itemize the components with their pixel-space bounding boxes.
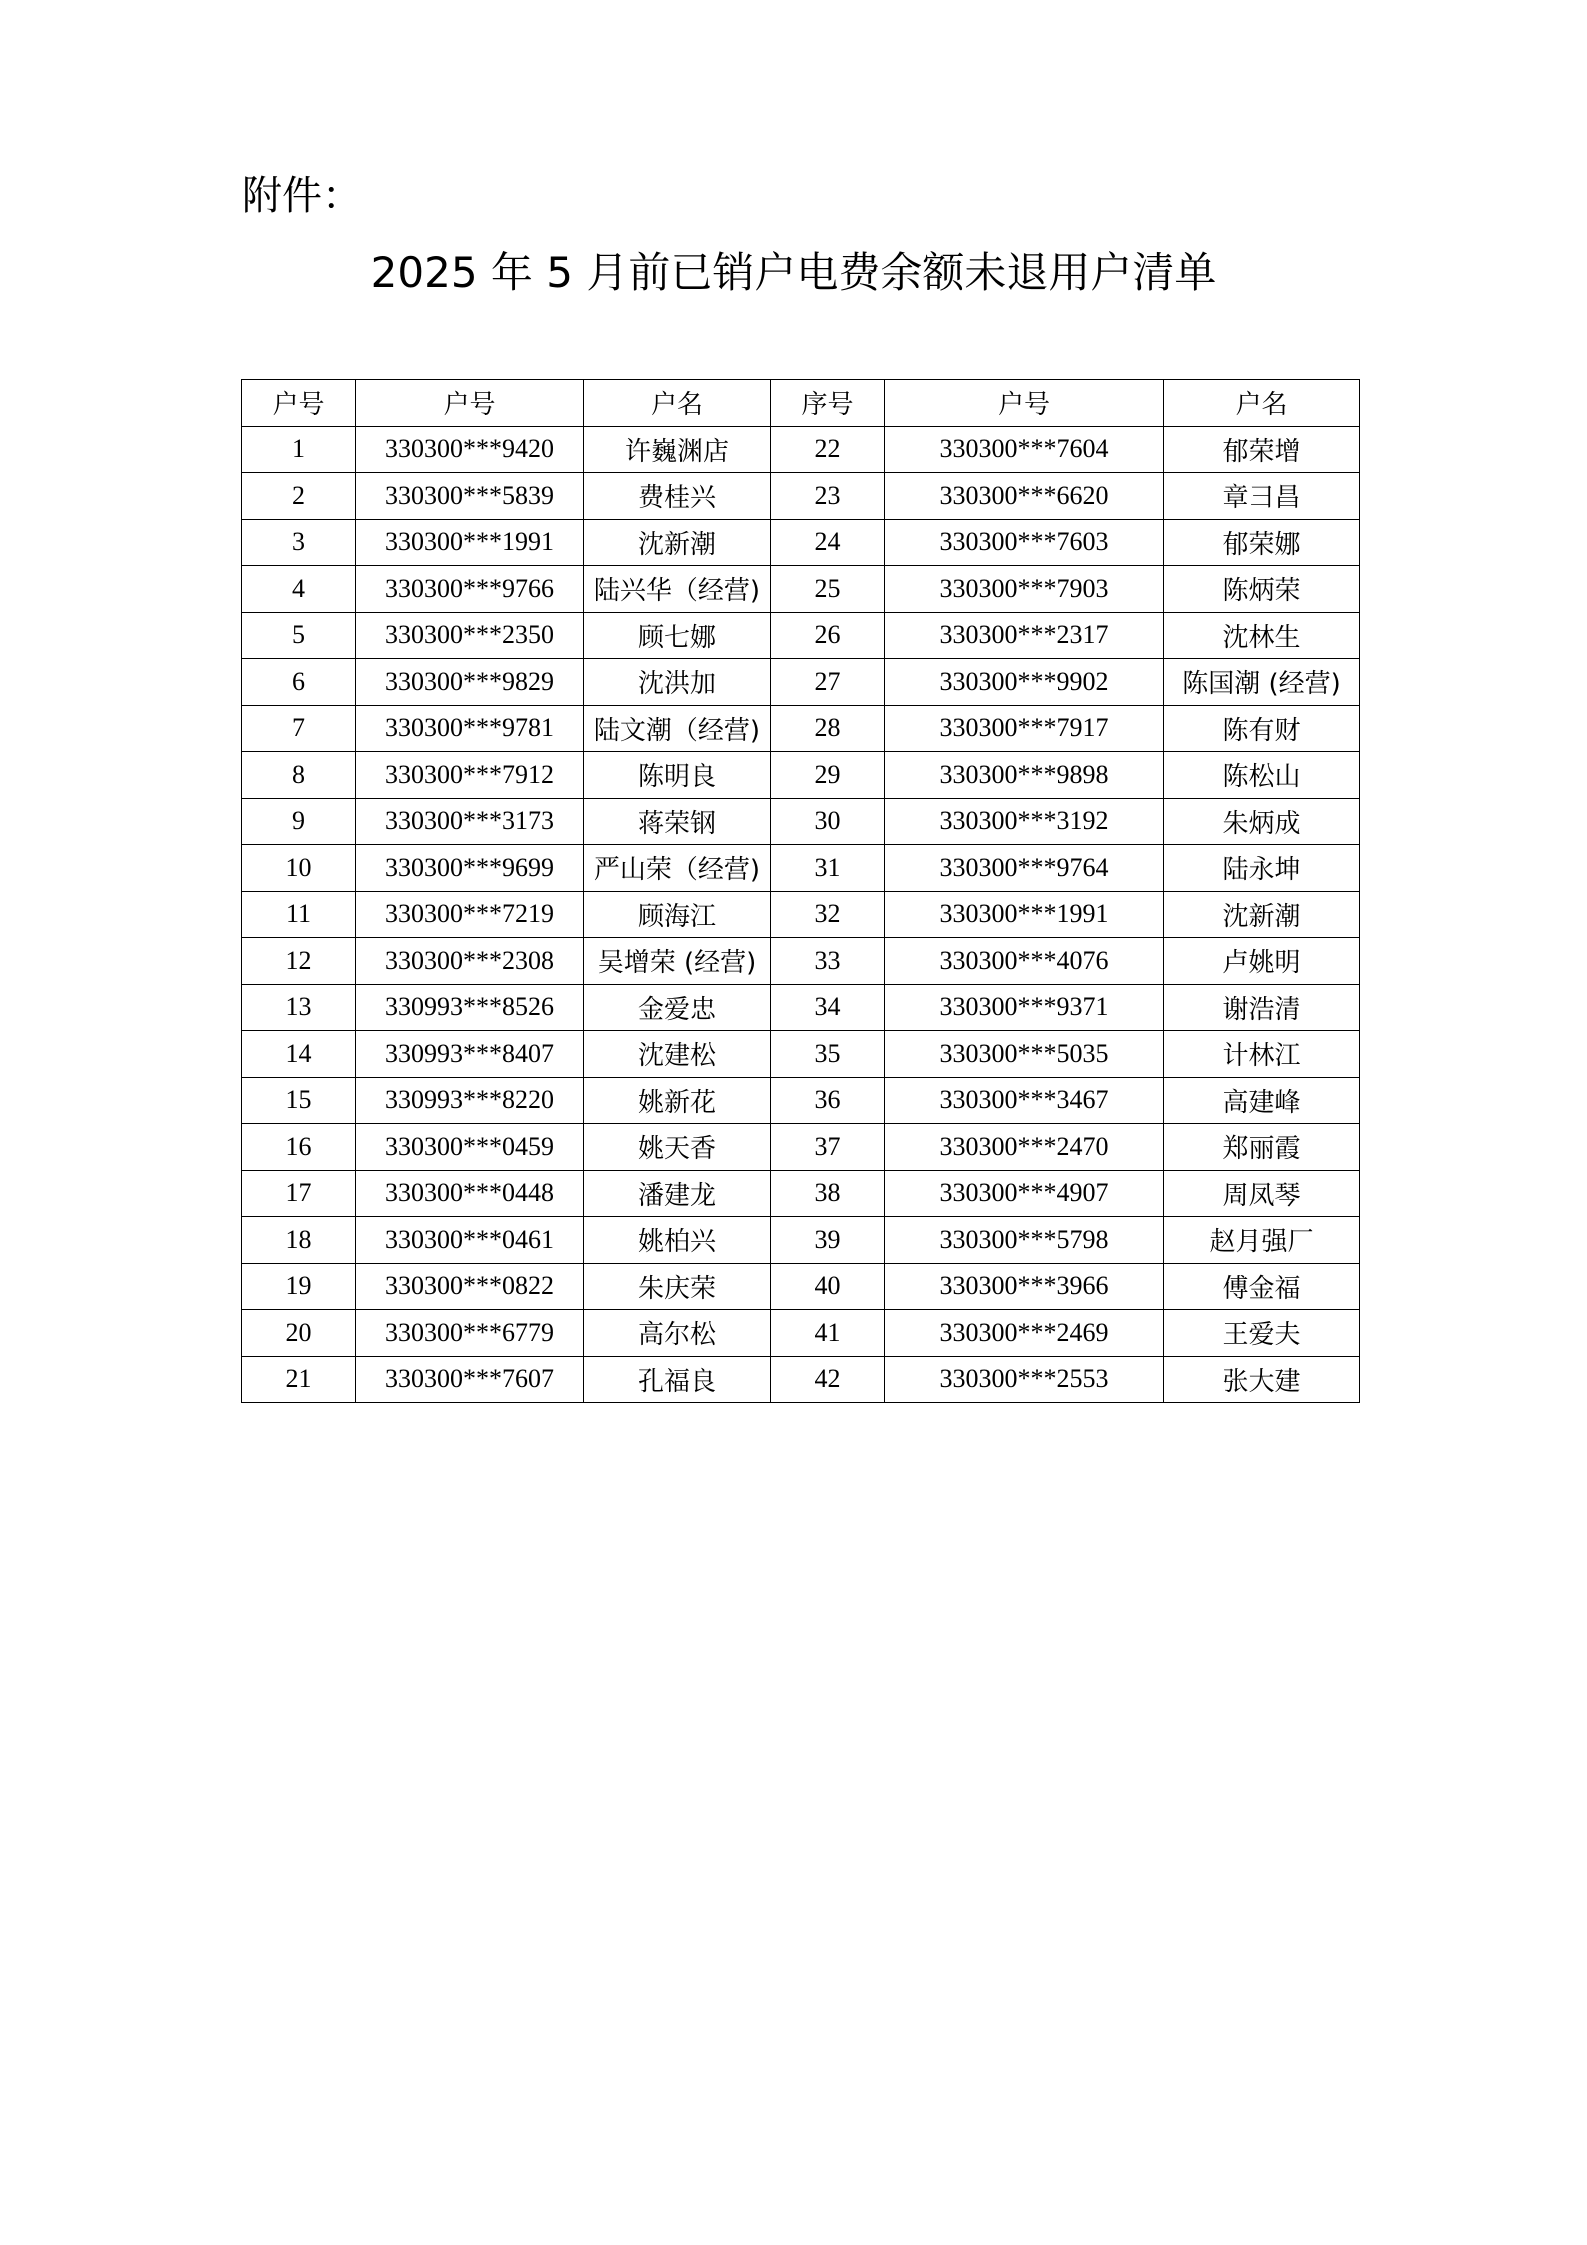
- row-left-account: 330300***3173: [356, 798, 584, 845]
- table-header-row: [242, 380, 1360, 427]
- row-left-account: 330300***0822: [356, 1263, 584, 1310]
- row-right-seq: 40: [771, 1263, 885, 1310]
- row-left-account: 330300***6779: [356, 1310, 584, 1357]
- row-left-seq: 20: [242, 1310, 356, 1357]
- row-right-name: 陈国潮 (经营): [1164, 659, 1360, 706]
- row-right-seq: 39: [771, 1217, 885, 1264]
- row-right-seq: 31: [771, 845, 885, 892]
- row-right-name: 朱炳成: [1164, 798, 1360, 845]
- row-right-account: 330300***7604: [885, 426, 1164, 473]
- row-right-seq: 32: [771, 891, 885, 938]
- row-right-name: 郁荣娜: [1164, 519, 1360, 566]
- table-row: [242, 705, 1360, 752]
- row-left-account: 330993***8220: [356, 1077, 584, 1124]
- table-row: [242, 984, 1360, 1031]
- row-left-seq: 21: [242, 1356, 356, 1403]
- header-left-seq: 户号: [242, 380, 356, 427]
- row-left-account: 330300***9699: [356, 845, 584, 892]
- row-left-seq: 19: [242, 1263, 356, 1310]
- table-row: [242, 752, 1360, 799]
- row-right-account: 330300***9898: [885, 752, 1164, 799]
- row-left-seq: 15: [242, 1077, 356, 1124]
- table-row: [242, 1217, 1360, 1264]
- row-left-account: 330300***2350: [356, 612, 584, 659]
- row-left-name: 姚新花: [584, 1077, 771, 1124]
- row-left-account: 330300***5839: [356, 473, 584, 520]
- user-list-table: [241, 379, 1360, 1403]
- row-right-name: 傅金福: [1164, 1263, 1360, 1310]
- row-left-name: 吴增荣 (经营): [584, 938, 771, 985]
- row-left-account: 330300***2308: [356, 938, 584, 985]
- row-left-seq: 13: [242, 984, 356, 1031]
- row-right-account: 330300***5798: [885, 1217, 1164, 1264]
- row-left-name: 朱庆荣: [584, 1263, 771, 1310]
- row-right-seq: 37: [771, 1124, 885, 1171]
- row-right-name: 陆永坤: [1164, 845, 1360, 892]
- header-left-account: 户号: [356, 380, 584, 427]
- row-right-account: 330300***6620: [885, 473, 1164, 520]
- header-right-account: 户号: [885, 380, 1164, 427]
- row-right-name: 王爱夫: [1164, 1310, 1360, 1357]
- row-left-seq: 8: [242, 752, 356, 799]
- row-left-name: 沈新潮: [584, 519, 771, 566]
- row-left-seq: 14: [242, 1031, 356, 1078]
- header-right-seq: 序号: [771, 380, 885, 427]
- row-right-seq: 22: [771, 426, 885, 473]
- row-right-name: 陈炳荣: [1164, 566, 1360, 613]
- table-row: [242, 1124, 1360, 1171]
- row-right-name: 谢浩清: [1164, 984, 1360, 1031]
- row-right-account: 330300***9371: [885, 984, 1164, 1031]
- row-left-account: 330300***9420: [356, 426, 584, 473]
- row-right-seq: 36: [771, 1077, 885, 1124]
- table-row: [242, 891, 1360, 938]
- row-left-name: 金爱忠: [584, 984, 771, 1031]
- row-left-name: 陆文潮（经营): [584, 705, 771, 752]
- row-left-name: 姚柏兴: [584, 1217, 771, 1264]
- table-body: [242, 426, 1360, 1403]
- row-left-account: 330993***8526: [356, 984, 584, 1031]
- row-right-name: 沈新潮: [1164, 891, 1360, 938]
- row-right-name: 郁荣增: [1164, 426, 1360, 473]
- row-right-name: 卢姚明: [1164, 938, 1360, 985]
- table-row: [242, 1077, 1360, 1124]
- row-right-seq: 35: [771, 1031, 885, 1078]
- row-left-account: 330300***7607: [356, 1356, 584, 1403]
- table-row: [242, 612, 1360, 659]
- row-right-account: 330300***2553: [885, 1356, 1164, 1403]
- row-left-seq: 10: [242, 845, 356, 892]
- row-left-account: 330993***8407: [356, 1031, 584, 1078]
- row-right-seq: 38: [771, 1170, 885, 1217]
- row-right-account: 330300***9764: [885, 845, 1164, 892]
- row-right-name: 张大建: [1164, 1356, 1360, 1403]
- row-right-name: 郑丽霞: [1164, 1124, 1360, 1171]
- row-right-seq: 28: [771, 705, 885, 752]
- table-row: [242, 659, 1360, 706]
- document-title: 2025 年 5 月前已销户电费余额未退用户清单: [370, 248, 1217, 297]
- table-row: [242, 473, 1360, 520]
- row-left-name: 陈明良: [584, 752, 771, 799]
- row-right-seq: 41: [771, 1310, 885, 1357]
- row-left-name: 费桂兴: [584, 473, 771, 520]
- row-right-seq: 34: [771, 984, 885, 1031]
- table-row: [242, 426, 1360, 473]
- row-right-seq: 30: [771, 798, 885, 845]
- row-left-seq: 6: [242, 659, 356, 706]
- row-left-seq: 12: [242, 938, 356, 985]
- row-right-account: 330300***3192: [885, 798, 1164, 845]
- table-row: [242, 519, 1360, 566]
- row-right-name: 赵月强厂: [1164, 1217, 1360, 1264]
- row-right-name: 陈松山: [1164, 752, 1360, 799]
- row-left-name: 蒋荣钢: [584, 798, 771, 845]
- row-right-account: 330300***9902: [885, 659, 1164, 706]
- row-left-account: 330300***7219: [356, 891, 584, 938]
- row-left-account: 330300***0448: [356, 1170, 584, 1217]
- row-right-seq: 33: [771, 938, 885, 985]
- table-row: [242, 1356, 1360, 1403]
- row-right-seq: 23: [771, 473, 885, 520]
- row-left-name: 姚天香: [584, 1124, 771, 1171]
- row-right-account: 330300***7917: [885, 705, 1164, 752]
- header-left-name: 户名: [584, 380, 771, 427]
- row-right-name: 章彐昌: [1164, 473, 1360, 520]
- row-right-name: 陈有财: [1164, 705, 1360, 752]
- row-left-name: 严山荣（经营): [584, 845, 771, 892]
- row-left-name: 沈建松: [584, 1031, 771, 1078]
- table-row: [242, 798, 1360, 845]
- row-left-seq: 17: [242, 1170, 356, 1217]
- row-right-account: 330300***2469: [885, 1310, 1164, 1357]
- table-row: [242, 566, 1360, 613]
- row-right-account: 330300***1991: [885, 891, 1164, 938]
- header-right-name: 户名: [1164, 380, 1360, 427]
- row-left-name: 顾七娜: [584, 612, 771, 659]
- row-right-account: 330300***2470: [885, 1124, 1164, 1171]
- row-right-seq: 29: [771, 752, 885, 799]
- row-left-seq: 1: [242, 426, 356, 473]
- row-left-account: 330300***1991: [356, 519, 584, 566]
- row-right-name: 计林江: [1164, 1031, 1360, 1078]
- row-right-seq: 25: [771, 566, 885, 613]
- row-left-account: 330300***9829: [356, 659, 584, 706]
- table-row: [242, 1031, 1360, 1078]
- row-left-seq: 11: [242, 891, 356, 938]
- row-left-account: 330300***7912: [356, 752, 584, 799]
- row-left-name: 许巍渊店: [584, 426, 771, 473]
- row-right-account: 330300***4907: [885, 1170, 1164, 1217]
- row-left-seq: 9: [242, 798, 356, 845]
- row-right-name: 沈林生: [1164, 612, 1360, 659]
- row-right-account: 330300***2317: [885, 612, 1164, 659]
- row-right-name: 高建峰: [1164, 1077, 1360, 1124]
- row-right-account: 330300***7603: [885, 519, 1164, 566]
- row-left-account: 330300***0459: [356, 1124, 584, 1171]
- row-left-name: 潘建龙: [584, 1170, 771, 1217]
- row-left-seq: 5: [242, 612, 356, 659]
- row-left-name: 孔福良: [584, 1356, 771, 1403]
- row-left-seq: 4: [242, 566, 356, 613]
- row-right-seq: 24: [771, 519, 885, 566]
- row-right-account: 330300***5035: [885, 1031, 1164, 1078]
- row-left-seq: 2: [242, 473, 356, 520]
- row-left-account: 330300***9781: [356, 705, 584, 752]
- row-left-seq: 16: [242, 1124, 356, 1171]
- row-right-seq: 26: [771, 612, 885, 659]
- row-right-seq: 27: [771, 659, 885, 706]
- row-left-name: 陆兴华（经营): [584, 566, 771, 613]
- row-left-name: 沈洪加: [584, 659, 771, 706]
- table-row: [242, 1263, 1360, 1310]
- row-right-account: 330300***4076: [885, 938, 1164, 985]
- row-left-account: 330300***0461: [356, 1217, 584, 1264]
- row-right-account: 330300***3467: [885, 1077, 1164, 1124]
- table-row: [242, 938, 1360, 985]
- row-left-seq: 7: [242, 705, 356, 752]
- row-left-seq: 18: [242, 1217, 356, 1264]
- row-left-name: 顾海江: [584, 891, 771, 938]
- row-right-account: 330300***7903: [885, 566, 1164, 613]
- row-right-seq: 42: [771, 1356, 885, 1403]
- table-row: [242, 1310, 1360, 1357]
- row-left-seq: 3: [242, 519, 356, 566]
- row-left-account: 330300***9766: [356, 566, 584, 613]
- row-left-name: 高尔松: [584, 1310, 771, 1357]
- row-right-account: 330300***3966: [885, 1263, 1164, 1310]
- row-right-name: 周凤琴: [1164, 1170, 1360, 1217]
- table-row: [242, 845, 1360, 892]
- attachment-label: 附件：: [242, 173, 362, 219]
- table-row: [242, 1170, 1360, 1217]
